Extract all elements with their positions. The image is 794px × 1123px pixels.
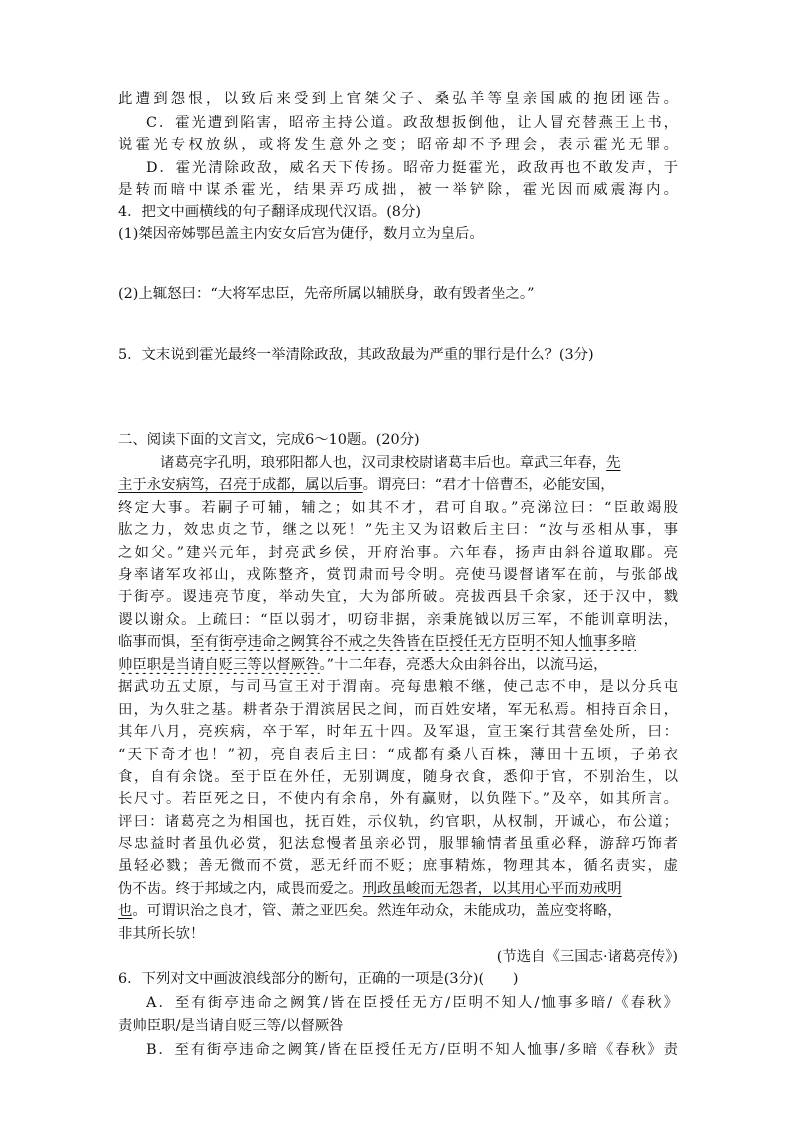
passage-line: 评曰：诸葛亮之为相国也，抚百姓，示仪轨，约官职，从权制，开诚心，布公道； [118, 814, 678, 830]
underlined-sentence: 刑政虽峻而无怨者，以其用心平而劝戒明 [362, 881, 622, 897]
passage-line: 之如父。”建兴元年，封亮武乡侯，开府治事。六年春，扬声由斜谷道取郿。亮 [118, 545, 678, 561]
passage-text: 伪不齿。终于邦域之内，咸畏而爱之。 [118, 881, 363, 897]
source-citation: (节选自《三国志·诸葛亮传》) [496, 949, 678, 965]
passage-text: 。可谓识治之良才，管、萧之亚匹矣。然连年动众，未能成功，盖应变将略， [132, 903, 622, 919]
question-6: 6．下列对文中画波浪线部分的断句，正确的一项是(3分)( ) [118, 971, 519, 987]
question-4-item-2: (2)上辄怒曰：“大将军忠臣，先帝所属以辅朕身，敢有毁者坐之。” [118, 286, 535, 302]
wavy-underlined-passage: 至有街亭违命之阙箕谷不戒之失咎皆在臣授任无方臣明不知人恤事多暗 [189, 634, 637, 650]
text-line: 此遭到怨恨，以致后来受到上官桀父子、桑弘羊等皇亲国戚的抱团诬告。 [118, 91, 678, 107]
passage-line: 身率诸军攻祁山，戎陈整齐，赏罚肃而号令明。亮使马谡督诸军在前，与张郃战 [118, 567, 678, 583]
passage-line [118, 633, 678, 651]
option-d-line-1: D．霍光清除政敌，威名天下传扬。昭帝力挺霍光，政敌再也不敢发声，于 [146, 160, 678, 176]
underlined-sentence: 也 [118, 903, 133, 919]
passage-line: 谡以谢众。上疏曰：“臣以弱才，叨窃非据，亲秉旄钺以厉三军，不能训章明法， [118, 612, 678, 628]
passage-line [160, 454, 678, 472]
wavy-underlined-passage: 帅臣职是当请自贬三等以督厥咎 [118, 657, 320, 673]
option-b-line-1: B．至有街亭违命之阙箕/皆在臣授任无方/臣明不知人恤事/多暗《春秋》责 [146, 1042, 678, 1058]
passage-line: 据武功五丈原，与司马宣王对于渭南。亮每患粮不继，使己志不申，是以分兵屯 [118, 679, 678, 695]
section-2-heading: 二、阅读下面的文言文，完成6～10题。(20分) [118, 432, 420, 448]
option-c-line-1: C．霍光遭到陷害，昭帝主持公道。政敌想扳倒他，让人冒充替燕王上书， [146, 115, 678, 131]
passage-text: 。”十二年春，亮悉大众由斜谷出，以流马运， [319, 657, 608, 673]
passage-line [118, 476, 678, 494]
underlined-sentence: 主于永安病笃，召亮于成都，属以后事 [118, 477, 363, 493]
passage-line [118, 656, 678, 674]
passage-line: 于街亭。谡违亮节度，举动失宜，大为郃所破。亮拔西县千余家，还于汉中，戮 [118, 589, 678, 605]
passage-line: 食，自有余饶。至于臣在外任，无别调度，随身衣食，悉仰于官，不别治生，以 [118, 769, 678, 785]
option-a-line-2: 责帅臣职/是当请自贬三等/以督厥咎 [118, 1018, 344, 1034]
passage-line: 非其所长欤！ [118, 926, 205, 942]
passage-line: 其年八月，亮疾病，卒于军，时年五十四。及军退，宣王案行其营垒处所，曰： [118, 724, 678, 740]
passage-line: “天下奇才也！”初，亮自表后主曰：“成都有桑八百株，薄田十五顷，子弟衣 [118, 747, 678, 763]
passage-line: 虽轻必戮；善无微而不赏，恶无纤而不贬；庶事精炼，物理其本，循名责实，虚 [118, 858, 678, 874]
passage-line [118, 880, 678, 898]
passage-line: 田，为久驻之基。耕者杂于渭滨居民之间，而百姓安堵，军无私焉。相持百余日， [118, 702, 678, 718]
passage-line [118, 902, 678, 920]
option-c-line-2: 说霍光专权放纵，或将发生意外之变；昭帝却不予理会，表示霍光无罪。 [118, 137, 678, 153]
option-d-line-2: 是转而暗中谋杀霍光，结果弄巧成拙，被一举铲除，霍光因而威震海内。 [118, 182, 678, 198]
passage-line: 肱之力，效忠贞之节，继之以死！”先主又为诏敕后主曰：“汝与丞相从事，事 [118, 522, 678, 538]
passage-line: 终定大事。若嗣子可辅，辅之；如其不才，君可自取。”亮涕泣曰：“臣敢竭股 [118, 500, 678, 516]
passage-line: 长尺寸。若臣死之日，不使内有余帛，外有赢财，以负陛下。”及卒，如其所言。 [118, 791, 678, 807]
passage-text: 诸葛亮字孔明，琅邪阳都人也，汉司隶校尉诸葛丰后也。章武三年春， [160, 455, 607, 471]
question-4: 4．把文中画横线的句子翻译成现代汉语。(8分) [118, 204, 421, 220]
passage-line: 尽忠益时者虽仇必赏，犯法怠慢者虽亲必罚，服罪输情者虽重必释，游辞巧饰者 [118, 836, 678, 852]
passage-text: 。谓亮曰：“君才十倍曹丕，必能安国， [362, 477, 615, 493]
option-a-line-1: A．至有街亭违命之阙箕/皆在臣授任无方/臣明不知人/恤事多暗/《春秋》 [146, 995, 678, 1011]
question-4-item-1: (1)桀因帝姊鄂邑盖主内安女后宫为倢伃，数月立为皇后。 [118, 226, 484, 242]
underlined-sentence: 先 [606, 455, 621, 471]
passage-text: 临事而惧， [118, 634, 190, 650]
question-5: 5．文末说到霍光最终一举清除政敌，其政敌最为严重的罪行是什么？(3分) [118, 347, 594, 363]
